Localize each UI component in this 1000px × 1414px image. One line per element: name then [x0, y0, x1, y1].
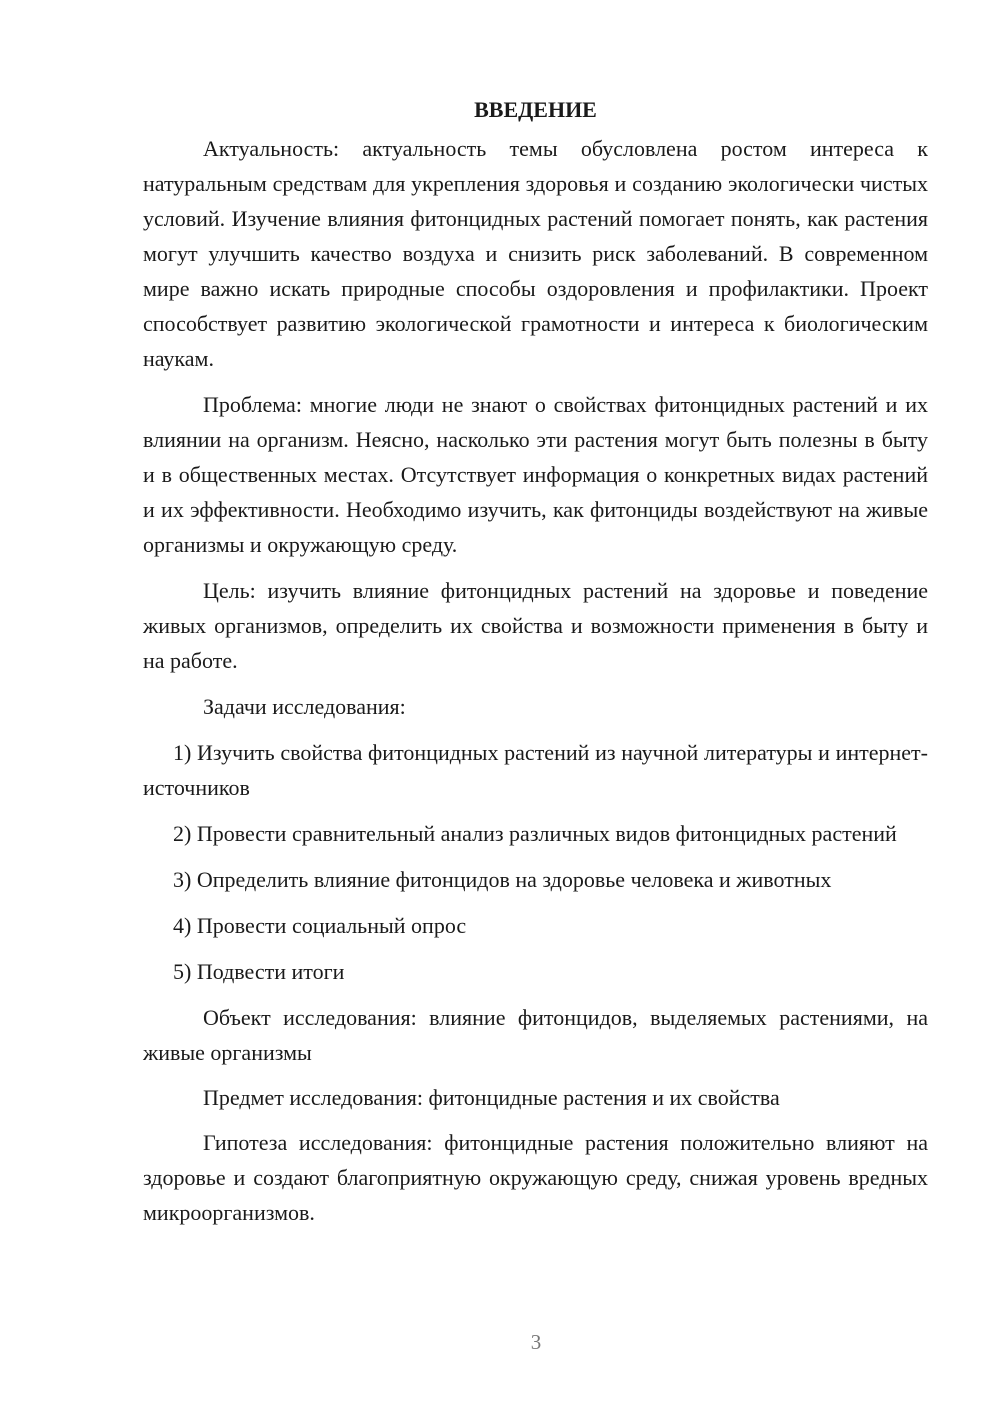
relevance-paragraph: Актуальность: актуальность темы обусловлена ростом интереса к натуральным средствам для укрепления здоровья и созданию экологически чистых условий. Изучение влияния фитонцидных растений помогает понять, как растения могут улучшить качество воздуха и снизить риск заболеваний. В современном мире важно искать природные способы оздоровления и профилактики. Проект способствует развитию экологической грамотности и интереса к биологическим наукам. — [143, 136, 928, 371]
task-item-3: 3) Определить влияние фитонцидов на здоровье человека и животных — [173, 867, 832, 892]
task-item-2: 2) Провести сравнительный анализ различных видов фитонцидных растений — [173, 821, 897, 846]
task-item-1: 1) Изучить свойства фитонцидных растений из научной литературы и интернет-источников — [143, 740, 928, 800]
object-paragraph: Объект исследования: влияние фитонцидов, выделяемых растениями, на живые организмы — [143, 1005, 928, 1065]
page-title: ВВЕДЕНИЕ — [474, 97, 597, 122]
task-item-4: 4) Провести социальный опрос — [173, 913, 467, 938]
tasks-heading: Задачи исследования: — [203, 694, 406, 719]
hypothesis-paragraph: Гипотеза исследования: фитонцидные растения положительно влияют на здоровье и создают благоприятную окружающую среду, снижая уровень вредных микроорганизмов. — [143, 1130, 928, 1225]
subject-paragraph: Предмет исследования: фитонцидные растения и их свойства — [203, 1085, 780, 1110]
document-body — [143, 92, 928, 1241]
task-item-5: 5) Подвести итоги — [173, 959, 345, 984]
problem-paragraph: Проблема: многие люди не знают о свойствах фитонцидных растений и их влиянии на организм. Неясно, насколько эти растения могут быть полезны в быту и в общественных местах. Отсутствует информация о конкретных видах растений и их эффективности. Необходимо изучить, как фитонциды воздействуют на живые организмы и окружающую среду. — [143, 392, 928, 557]
page-number: 3 — [530, 1330, 542, 1354]
goal-paragraph: Цель: изучить влияние фитонцидных растений на здоровье и поведение живых организмов, определить их свойства и возможности применения в быту и на работе. — [143, 578, 928, 673]
